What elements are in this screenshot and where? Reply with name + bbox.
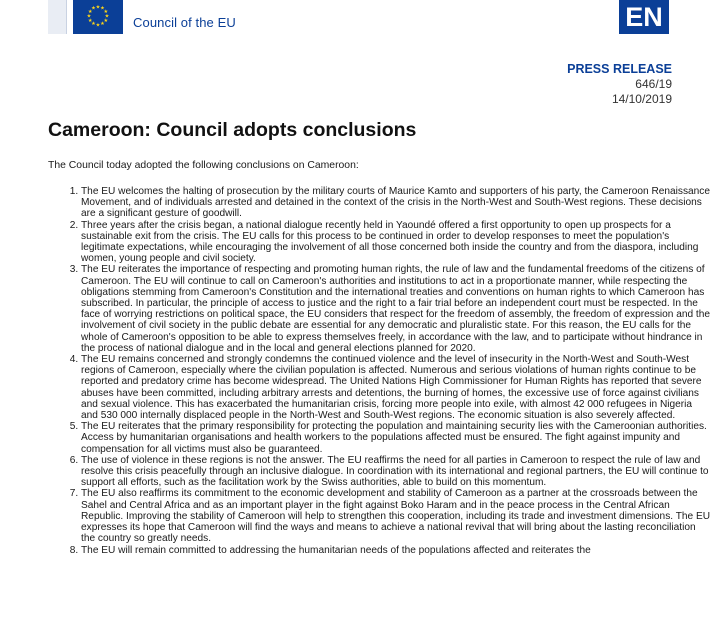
svg-text:★: ★ [95, 22, 101, 29]
svg-text:★: ★ [91, 5, 96, 12]
svg-text:★: ★ [95, 4, 101, 11]
svg-text:★: ★ [91, 21, 96, 28]
header-stripe [48, 0, 67, 34]
language-badge: EN [619, 0, 669, 34]
press-release-date: 14/10/2019 [611, 92, 672, 106]
svg-text:★: ★ [104, 13, 110, 20]
list-item: 4. The EU remains concerned and strongly condemns the continued violence and the level of insecurity in the North-West and South-West regions of Cameroon, especially where the civilian population is affected. Numerous and serious violations of human rights continue to be reported and predatory crime has become widespread. The United Nations High Commissioner for Human Rights has reported that severe abuses have been committed, including arbitrary arrests and detentions, the burning of homes, the excessive use of force against civilians and sexual violence. This has exacerbated the humanitarian crisis, forcing more people into exile, with almost 42 000 refugees in Nigeria and 530 000 internally displaced people in the North-West and South-West regions. The economic situation is also severely affected. [81, 354, 711, 421]
page-header [0, 0, 720, 40]
list-item: 2. Three years after the crisis began, a national dialogue recently held in Yaoundé offered a first opportunity to open up prospects for a sustainable exit from the crisis. The EU calls for this process to be continued in order to develop responses to meet the population's legitimate expectations, while encouraging the involvement of all those concerned both inside the country and from the diaspora, including women, young people and civil society. [81, 220, 711, 265]
eu-flag-logo [73, 0, 123, 34]
list-item: 5. The EU reiterates that the primary responsibility for protecting the population and maintaining security lies with the Cameroonian authorities. Access by humanitarian organisations and health workers to the populations affected must be ensured. The fight against impunity and compensation for all victims must also be guaranteed. [81, 421, 711, 455]
document-title: Cameroon: Council adopts conclusions [48, 119, 417, 141]
svg-text:★: ★ [86, 13, 92, 20]
list-item: 6. The use of violence in these regions is not the answer. The EU reaffirms the need for all parties in Cameroon to respect the rule of law and resolve this crisis peacefully through an inclusive dialogue. In coordination with its international and regional partners, the EU will continue to support all efforts, such as the facilitation work by the Swiss authorities, able to build on this momentum. [81, 455, 711, 489]
intro-text: The Council today adopted the following conclusions on Cameroon: [48, 160, 359, 171]
eu-flag-stars-icon [73, 0, 123, 34]
list-item: 3. The EU reiterates the importance of respecting and promoting human rights, the rule of law and the fundamental freedoms of the citizens of Cameroon. The EU will continue to call on Cameroon's authorities and institutions to act in a proportionate manner, while respecting the obligations stemming from Cameroon's Constitution and the international treaties and conventions on human rights to which Cameroon has subscribed. In particular, the principle of access to justice and the right to a fair trial before an independent court must be respected. In the face of worrying restrictions on political space, the EU considers that respect for the freedom of assembly, the freedom of expression and the involvement of civil society in the public debate are essential for any democratic and pluralistic state. For this reason, the EU calls for the whole of Cameroon's opposition to be able to express themselves freely, in accordance with the law, and to participate without hindrance in the process of national dialogue and in the local and general elections planned for 2020. [81, 264, 711, 354]
list-item: 1. The EU welcomes the halting of prosecution by the military courts of Maurice Kamto and supporters of his party, the Cameroon Renaissance Movement, and of individuals arrested and detained in the context of the crisis in the North-West and South-West regions. These decisions are a significant gesture of goodwill. [81, 186, 711, 220]
organisation-name: Council of the EU [133, 15, 236, 30]
svg-text:★: ★ [87, 17, 93, 24]
conclusions-list [48, 186, 711, 556]
list-item: 8. The EU will remain committed to addressing the humanitarian needs of the populations affected and reiterates the [81, 545, 711, 556]
press-release-label: PRESS RELEASE [567, 62, 672, 76]
svg-text:★: ★ [103, 8, 109, 15]
press-release-info [567, 62, 672, 107]
svg-text:★: ★ [87, 8, 93, 15]
svg-text:★: ★ [100, 5, 105, 12]
svg-text:★: ★ [100, 21, 105, 28]
list-item: 7. The EU also reaffirms its commitment to the economic development and stability of Cameroon as a partner at the crossroads between the Sahel and Central Africa and as an important player in the fight against Boko Haram and in the peace process in the Central African Republic. Improving the stability of Cameroon will help to strengthen this cooperation, including its trade and investment dimensions. The EU expresses its hope that Cameroon will find the ways and means to achieve a national revival that will bring about the lasting reconciliation the country so greatly needs. [81, 488, 711, 544]
press-release-number: 646/19 [635, 77, 672, 91]
svg-text:★: ★ [103, 17, 109, 24]
